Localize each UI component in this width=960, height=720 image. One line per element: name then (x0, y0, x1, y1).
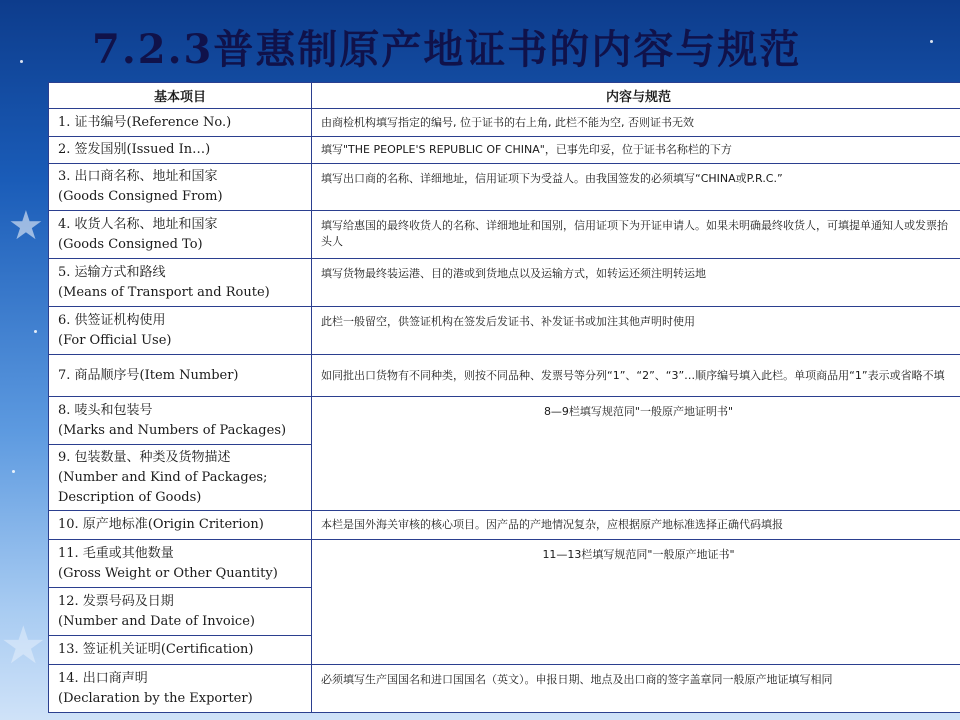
table-row (49, 540, 960, 588)
desc-cell: 必须填写生产国国名和进口国国名（英文）。申报日期、地点及出口商的签字盖章同一般原产地证填写相同 (312, 665, 960, 713)
gsp-form-a-table (48, 82, 960, 713)
table-row (49, 355, 960, 397)
slide-title: 7.2.3普惠制原产地证书的内容与规范 (92, 26, 802, 73)
item-en: (Certification) (160, 642, 254, 657)
item-en: (Marks and Numbers of Packages) (58, 422, 287, 438)
item-cell (49, 511, 312, 540)
item-en: (Reference No.) (126, 114, 232, 130)
item-cn: 1. 证书编号 (58, 114, 127, 130)
item-cell (49, 540, 312, 588)
table-row (49, 137, 960, 164)
item-cn: 11. 毛重或其他数量 (58, 545, 174, 561)
item-en: (Gross Weight or Other Quantity) (58, 565, 278, 581)
table-row (49, 307, 960, 355)
table-header-row (49, 83, 960, 109)
item-cell (49, 164, 312, 211)
item-en: (Means of Transport and Route) (58, 284, 270, 300)
item-en: (Number and Kind of Packages; Description of Goods) (58, 469, 268, 505)
table-row (49, 164, 960, 211)
item-cn: 14. 出口商声明 (58, 670, 148, 686)
item-cn: 6. 供签证机构使用 (58, 312, 166, 328)
table-row (49, 211, 960, 259)
item-cell (49, 211, 312, 259)
item-cell (49, 259, 312, 307)
item-cn: 2. 签发国别 (58, 142, 127, 157)
header-basic-item: 基本项目 (49, 83, 312, 109)
item-cn: 3. 出口商名称、地址和国家 (58, 169, 218, 184)
star-decoration: ★ (8, 203, 44, 249)
item-en: (Item Number) (139, 367, 239, 383)
desc-cell: 如同批出口货物有不同种类，则按不同品种、发票号等分列“1”、“2”、“3”…顺序编号填入此栏。单项商品用“1”表示或省略不填 (312, 355, 960, 397)
sparkle-decoration (930, 40, 933, 43)
item-en: (For Official Use) (58, 332, 172, 348)
sparkle-decoration (12, 470, 15, 473)
desc-cell: 填写出口商的名称、详细地址，信用证项下为受益人。由我国签发的必须填写“CHINA或P.R.C.” (312, 164, 960, 211)
desc-cell: 本栏是国外海关审核的核心项目。因产品的产地情况复杂，应根据原产地标准选择正确代码填报 (312, 511, 960, 540)
item-cell (49, 307, 312, 355)
item-cell (49, 445, 312, 511)
item-en: (Issued In…) (126, 142, 211, 157)
sparkle-decoration (20, 60, 23, 63)
item-en: (Declaration by the Exporter) (58, 690, 253, 706)
item-cn: 9. 包装数量、种类及货物描述 (58, 449, 231, 465)
item-cell (49, 636, 312, 665)
item-cell (49, 588, 312, 636)
table-row (49, 665, 960, 713)
table-row (49, 109, 960, 137)
item-cell (49, 665, 312, 713)
desc-cell: 此栏一般留空，供签证机构在签发后发证书、补发证书或加注其他声明时使用 (312, 307, 960, 355)
desc-cell: 填写"THE PEOPLE'S REPUBLIC OF CHINA"，已事先印妥，位于证书名称栏的下方 (312, 137, 960, 164)
table-row (49, 397, 960, 445)
item-cn: 5. 运输方式和路线 (58, 264, 166, 280)
table-row (49, 511, 960, 540)
item-cell (49, 109, 312, 137)
item-cell (49, 137, 312, 164)
item-cn: 12. 发票号码及日期 (58, 593, 174, 609)
item-cn: 4. 收货人名称、地址和国家 (58, 216, 218, 232)
item-cell (49, 355, 312, 397)
merged-desc-cell: 11—13栏填写规范同"一般原产地证书" (312, 540, 960, 665)
star-decoration: ★ (0, 616, 47, 676)
item-cn: 10. 原产地标准 (58, 517, 148, 532)
item-cn: 7. 商品顺序号 (58, 367, 140, 383)
item-en: (Goods Consigned To) (58, 236, 203, 252)
item-cn: 13. 签证机关证明 (58, 642, 161, 657)
item-cn: 8. 唛头和包装号 (58, 402, 153, 418)
table-row (49, 259, 960, 307)
item-en: (Origin Criterion) (147, 517, 264, 532)
item-en: (Number and Date of Invoice) (58, 613, 255, 629)
item-en: (Goods Consigned From) (58, 189, 223, 204)
desc-cell: 填写货物最终装运港、目的港或到货地点以及运输方式，如转运还须注明转运地 (312, 259, 960, 307)
merged-desc-cell: 8—9栏填写规范同"一般原产地证明书" (312, 397, 960, 511)
desc-cell: 由商检机构填写指定的编号, 位于证书的右上角, 此栏不能为空, 否则证书无效 (312, 109, 960, 137)
header-content-spec: 内容与规范 (312, 83, 960, 109)
item-cell (49, 397, 312, 445)
sparkle-decoration (34, 330, 37, 333)
desc-cell: 填写给惠国的最终收货人的名称、详细地址和国别，信用证项下为开证申请人。如果未明确最终收货人，可填提单通知人或发票抬头人 (312, 211, 960, 259)
